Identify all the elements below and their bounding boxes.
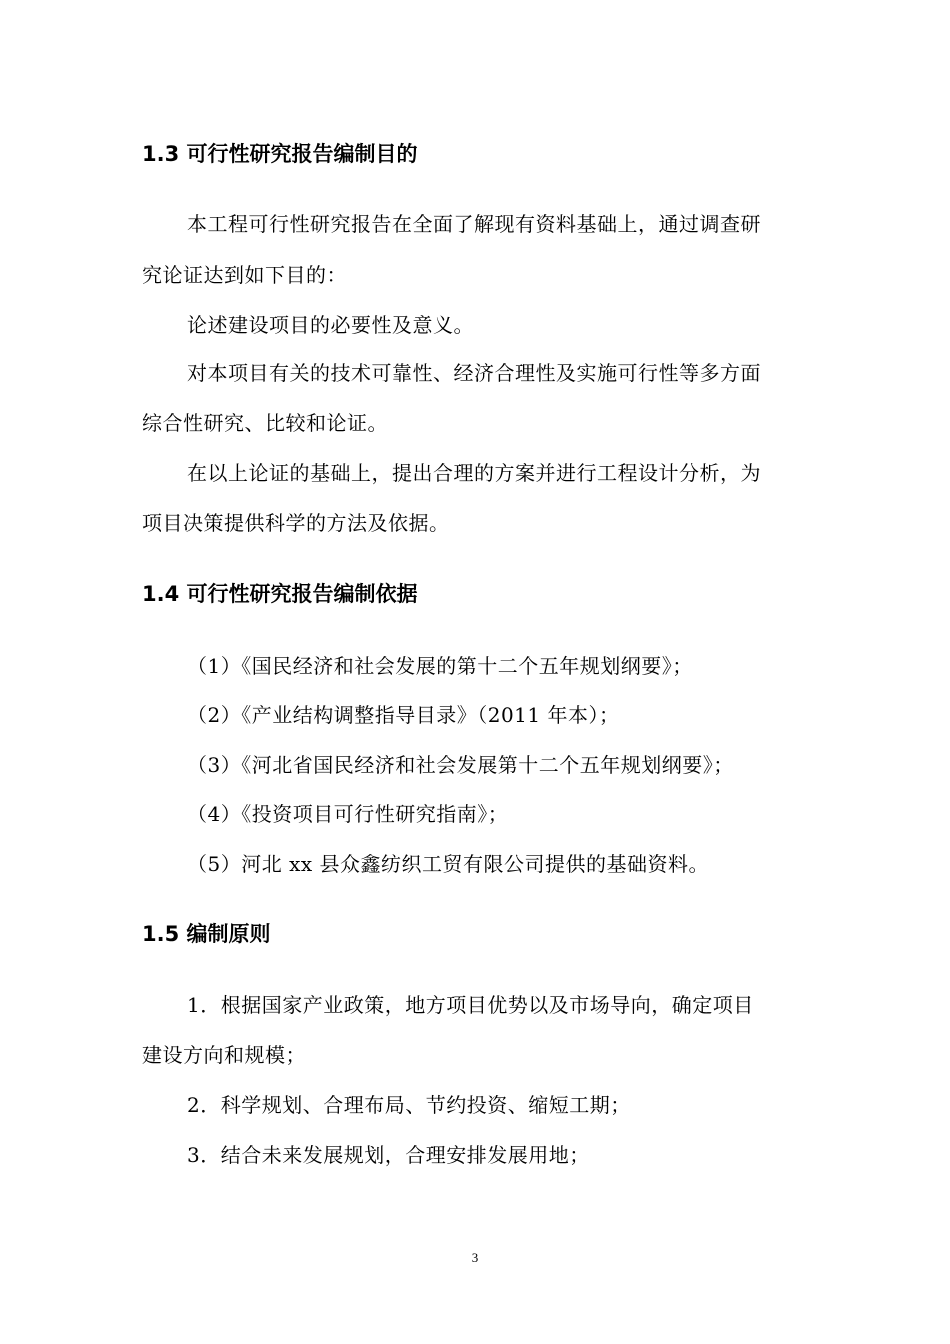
paragraph-line: 在以上论证的基础上，提出合理的方案并进行工程设计分析，为 [187, 461, 761, 485]
list-item: （4）《投资项目可行性研究指南》； [187, 802, 509, 826]
section-heading: 1.4 可行性研究报告编制依据 [142, 582, 418, 606]
paragraph-line: 项目决策提供科学的方法及依据。 [142, 511, 450, 535]
paragraph-line: 本工程可行性研究报告在全面了解现有资料基础上，通过调查研 [187, 212, 761, 236]
list-item: （1）《国民经济和社会发展的第十二个五年规划纲要》； [187, 654, 693, 678]
paragraph-line: 综合性研究、比较和论证。 [142, 411, 388, 435]
paragraph-line: 究论证达到如下目的： [142, 263, 347, 287]
section-heading: 1.3 可行性研究报告编制目的 [142, 142, 418, 166]
section-heading: 1.5 编制原则 [142, 922, 271, 946]
paragraph-line: 建设方向和规模； [142, 1043, 306, 1067]
list-item: （5）河北 xx 县众鑫纺织工贸有限公司提供的基础资料。 [187, 852, 709, 876]
paragraph-line: 2．科学规划、合理布局、节约投资、缩短工期； [187, 1093, 631, 1117]
paragraph-line: 1．根据国家产业政策，地方项目优势以及市场导向，确定项目 [187, 993, 754, 1017]
list-item: （3）《河北省国民经济和社会发展第十二个五年规划纲要》； [187, 753, 734, 777]
paragraph-line: 对本项目有关的技术可靠性、经济合理性及实施可行性等多方面 [187, 361, 761, 385]
paragraph-line: 论述建设项目的必要性及意义。 [187, 313, 474, 337]
list-item: （2）《产业结构调整指导目录》（2011 年本）； [187, 703, 620, 727]
page-number: 3 [471, 1250, 479, 1265]
paragraph-line: 3．结合未来发展规划，合理安排发展用地； [187, 1143, 590, 1167]
